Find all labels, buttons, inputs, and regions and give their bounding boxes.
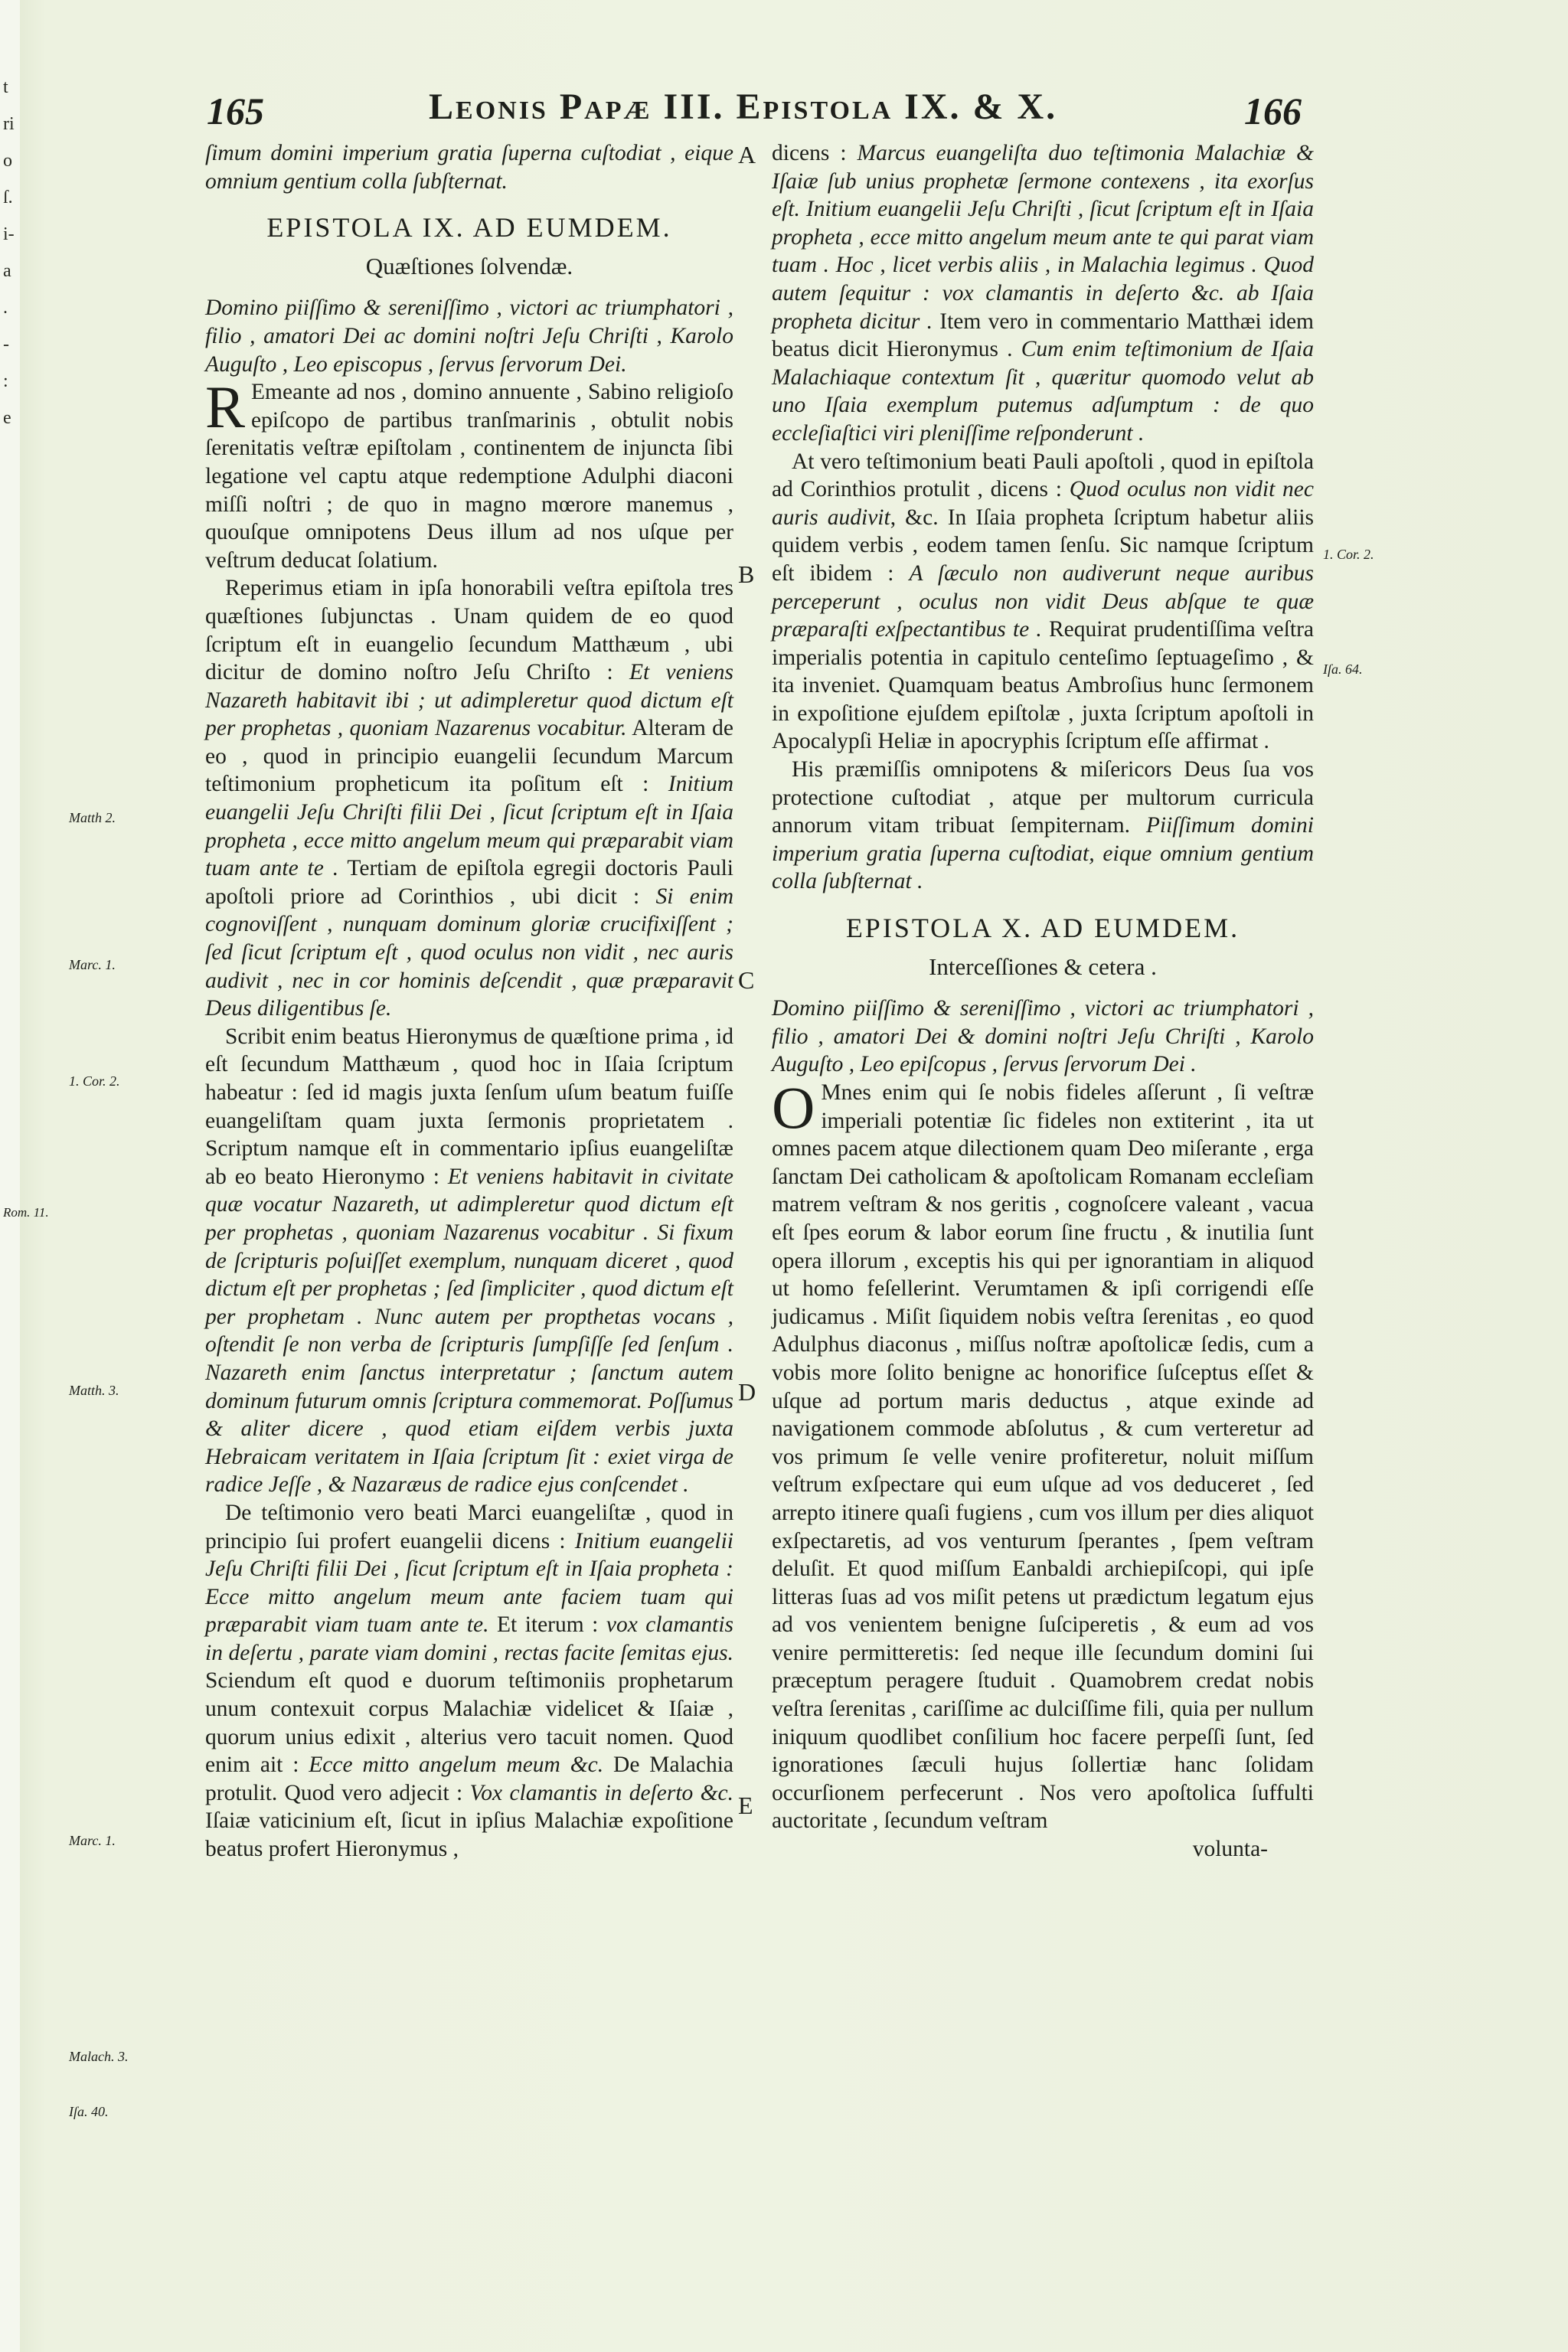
quotation: Initium euangelii Jeſu Chriſti filii Dei , ſicut ſcriptum eſt in Iſaia propheta , ecce mitto angelum meum qui præparabit viam tuam ante te .: [205, 772, 733, 881]
paragraph-text: Mnes enim qui ſe nobis fideles aſſerunt , ſi veſtræ imperiali potentiæ ſic fideles non extiterint , ita ut omnes pacem atque dilectionem quam Deo miſerante , erga ſanctam Dei catholicam & apoſtolicam Romanam eccleſiam matrem veſtram & nos geritis , cognoſcere valeant , vacua eſt ſpes eorum & labor eorum ſine fructu , & inutilia ſunt opera illorum , exceptis his qui per ignorantiam in aliquod ut homo feſellerint. Verumtamen & ipſi corrigendi eſſe judicamus . Miſit ſiquidem nobis veſtra ſerenitas , eo quod Adulphus diaconus , miſſus noſtræ apoſtolicæ ſedis, cum a vobis more ſolito benigne ac honorifice ſuſceptus eſſet & uſque ad portum maris deductus , atque exinde ad navigationem commode abſolutus , & cum verteretur ad vos primum ſe velle venire profiteretur, noluit miſſum veſtrum exſpectare qui eum uſque ad vos deduceret , ſed arrepto itinere quaſi fugiens , cum vos illum per dies aliquot exſpectaretis, ad vos venturum ſperantes , ſpem veſtram deluſit. Et quod miſſum Eanbaldi archiepiſcopi, qui ipſe litteras ſuas ad vos miſit petens ut prædictum legatum ejus ad vos venientem benigne ſuſciperetis , & eum ad vos venire permitteretis: ſed neque ille ſecundum domini ſui præceptum peragere ſtuduit . Quamobrem credat nobis veſtra ſerenitas , cariſſime ac dulciſſime fili, quia per nullum iniquum quodlibet conſilium hoc facere perpeſſi ſunt, ſed ignorationes ſæculi hujus ſollertiæ hanc ſolidam occurſionem perfecerunt .: [772, 1080, 1314, 1805]
paragraph-text: De teſtimonio vero beati Marci euangeliſtæ , quod in principio ſui profert euangelii dicens :: [205, 1500, 733, 1553]
paragraph-text: Alteram de eo , quod in principio euangelii ſecundum Marcum teſtimonium propheticum ita poſitum eſt :: [205, 716, 733, 797]
paragraph-text: At vero teſtimonium beati Pauli apoſtoli , quod in epiſtola ad Corinthios protulit , dicens :: [772, 449, 1314, 502]
gutter-fragment: i-: [3, 224, 15, 244]
gutter-fragment: -: [3, 335, 9, 354]
quotation: Quod oculus non vidit nec auris audivit: [772, 477, 1314, 530]
gutter-fragment: ſ.: [3, 188, 13, 207]
left-column: [205, 139, 733, 1864]
quotation: Vox clamantis in deſerto &c.: [469, 1780, 733, 1805]
quotation: Marcus euangeliſta duo teſtimonia Malachiæ & Iſaiæ ſub unius prophetæ ſermone contexens , ita exorſus eſt. Initium euangelii Jeſu Chriſti , ſicut ſcriptum eſt in Iſaia propheta , ecce mitto angelum meum ante te qui parat viam tuam . Hoc , licet verbis aliis , in Malachia legimus . Quod autem ſequitur : vox clamantis in deſerto &c. ab Iſaia propheta dicitur .: [772, 141, 1314, 334]
epistola-ix-subtitle: Quæſtiones ſolvendæ.: [365, 252, 573, 279]
gutter-fragment: e: [3, 408, 11, 428]
paragraph: [772, 756, 1314, 896]
section-letter-d: D: [738, 1378, 756, 1406]
margin-note: Marc. 1.: [69, 957, 116, 972]
paragraph: [772, 139, 1314, 448]
paragraph: [772, 448, 1314, 756]
running-header: [207, 86, 1302, 139]
paragraph-text: dicens :: [772, 141, 847, 165]
paragraph-text: Reperimus etiam in ipſa honorabili veſtra epiſtola tres quæſtiones ſubjunctas . Unam quidem de eo quod ſcriptum eſt in euangelio ſecundum Matthæum , ubi dicitur de domino noſtro Jeſu Chriſto :: [205, 576, 733, 685]
gutter-fragment: :: [3, 371, 8, 391]
gutter-fragment: o: [3, 151, 12, 171]
paragraph-text: Et iterum :: [497, 1612, 599, 1638]
margin-note: Matth 2.: [69, 810, 116, 825]
section-letter-e: E: [738, 1792, 753, 1819]
margin-note: Iſa. 40.: [69, 2104, 109, 2119]
paragraph-text: Sciendum eſt quod e duorum teſtimoniis prophetarum unum contexuit corpus Malachiæ videlicet & Iſaiæ , quorum unius edixit , alterius vero tacuit nomen. Quod enim ait :: [205, 1668, 733, 1778]
section-letter-c: C: [738, 966, 755, 994]
section-letter-a: A: [738, 141, 756, 168]
quotation: vox clamantis in deſertu , parate viam domini , rectas facite ſemitas ejus.: [205, 1612, 734, 1665]
paragraph-text: Requirat prudentiſſima veſtra imperialis potentia in capitulo centeſimo ſeptuageſimo , & ita inveniet. Quamquam beatus Ambroſius hunc ſermonem in expoſitione ejuſdem epiſtolæ , juxta ſcriptum apoſtoli in Apocalypſi Heliæ in apocryphis ſcriptum eſſe affirmat .: [772, 617, 1315, 754]
right-column: [772, 139, 1314, 1864]
page-number-left: 165: [207, 90, 264, 132]
quotation: Initium euangelii Jeſu Chriſti filii Dei , ſicut ſcriptum eſt in Iſaia propheta : Ecce mitto angelum meum ante faciem tuam qui præparabit viam tuam ante te.: [205, 1528, 733, 1638]
drop-cap: R: [205, 374, 246, 441]
paragraph: [205, 1023, 733, 1499]
paragraph: [205, 574, 733, 1023]
quotation: Cum enim teſtimonium de Iſaia Malachiaque contextum ſit , quæritur quomodo velut ab uno Iſaia exemplum putemus adſumptum : de quo eccleſiaſtici viri pleniſſime reſponderunt .: [772, 337, 1315, 446]
gutter-fragment: .: [3, 298, 8, 318]
paragraph-text: Emeante ad nos , domino annuente , Sabino religioſo epiſcopo de partibus tranſmarinis , obtulit nobis ſerenitatis veſtræ epiſtolam , continentem de injuncta ſibi legatione vel captu atque redemptione Adulphi diaconi miſſi noſtri ; de quo in magno mœrore manemus , quouſque omnipotens Deus illum ad nos uſque per veſtrum deducat ſolatium.: [205, 380, 733, 573]
epistola-x-dedication: Domino piiſſimo & sereniſſimo , victori ac triumphatori , filio , amatori Dei & domini noſtri Jeſu Chriſti , Karolo Auguſto , Leo epiſcopus , ſervus ſervorum Dei .: [772, 996, 1314, 1077]
epistola-ix-heading: EPISTOLA IX. AD EUMDEM.: [266, 212, 672, 243]
quotation: Ecce mitto angelum meum &c.: [309, 1753, 604, 1778]
section-letter-b: B: [738, 560, 755, 588]
paragraph: [205, 1499, 733, 1864]
margin-note: Malach. 3.: [69, 2049, 129, 2064]
quotation: Si enim cognoviſſent , nunquam dominum gloriæ crucifixiſſent ; ſed ſicut ſcriptum eſt , quod oculus non vidit , nec auris audivit , nec in cor hominis deſcendit , quæ præparavit Deus diligentibus ſe.: [205, 884, 733, 1021]
running-title: Leonis Papæ III. Epistola IX. & X.: [429, 87, 1058, 127]
margin-note: Marc. 1.: [69, 1833, 116, 1848]
adjacent-page-fragments: [3, 69, 15, 436]
paragraph-text: De Malachia protulit. Quod vero adjecit :: [205, 1753, 734, 1805]
paragraph: [772, 1074, 1314, 1835]
page-number-right: 166: [1244, 90, 1302, 132]
paragraph: [205, 374, 733, 574]
paragraph-text: Scribit enim beatus Hieronymus de quæſtione prima , id eſt ſecundum Matthæum , quod hoc in Iſaia ſcriptum habeatur : ſed id magis juxta ſenſum uſum beatum fuiſſe euangeliſtam quam juxta ſermonis proprietatem . Scriptum namque eſt in commentario ipſius euangeliſtæ ab eo beato Hieronymo :: [205, 1024, 733, 1189]
margin-note: 1. Cor. 2.: [69, 1073, 120, 1089]
gutter-fragment: a: [3, 261, 11, 281]
quotation: Et veniens Nazareth habitavit ibi ; ut adimpleretur quod dictum eſt per prophetas , quoniam Nazarenus vocabitur.: [205, 660, 733, 741]
opening-text: ſimum domini imperium gratia ſuperna cuſtodiat , eique omnium gentium colla ſubſternat.: [205, 141, 733, 194]
paragraph-text: , &c. In Iſaia propheta ſcriptum habetur aliis quidem verbis , eodem tamen ſenſu. Sic namque ſcriptum eſt ibidem :: [772, 505, 1314, 586]
margin-note: Iſa. 64.: [1323, 662, 1363, 677]
margin-note: 1. Cor. 2.: [1323, 547, 1374, 562]
paragraph-text: Iſaiæ vaticinium eſt, ſicut in ipſius Malachiæ expoſitione beatus profert Hieronymus ,: [205, 1808, 733, 1862]
epistola-x-heading: EPISTOLA X. AD EUMDEM.: [845, 913, 1240, 944]
epistola-ix-dedication: Domino piiſſimo & sereniſſimo , victori ac triumphatori , filio , amatori Dei ac domini noſtri Jeſu Chriſti , Karolo Auguſto , Leo episcopus , ſervus ſervorum Dei.: [205, 296, 733, 377]
gutter-fragment: ri: [3, 114, 15, 134]
quotation: Piiſſimum domini imperium gratia ſuperna cuſtodiat, eique omnium gentium colla ſubſternat .: [772, 813, 1314, 894]
quotation: A ſæculo non audiverunt neque auribus perceperunt , oculus non vidit Deus abſque te quæ præparaſti exſpectantibus te .: [772, 560, 1314, 642]
paragraph-text: Nos vero apoſtolica ſuffulti auctoritate , ſecundum veſtram: [772, 1780, 1314, 1834]
paragraph-text: Tertiam de epiſtola egregii doctoris Pauli apoſtoli priore ad Corinthios , ubi dicit :: [205, 856, 733, 909]
quotation: Et veniens habitavit in civitate quæ vocatur Nazareth, ut adimpleretur quod dictum eſt per prophetas , quoniam Nazarenus vocabitur . Si fixum de ſcripturis poſuiſſet exemplum, nunquam diceret , quod dictum eſt per prophetas ; ſed ſimpliciter , quod dictum eſt per prophetam . Nunc autem per propthetas vocans , oſtendit ſe non verba de ſcripturis ſumpſiſſe ſed ſenſum . Nazareth enim ſanctus interpretatur ; ſanctum autem dominum futurum omnis ſcriptura commemorat. Poſſumus & aliter dicere , quod etiam eiſdem verbis juxta Hebraicam veritatem in Iſaia ſcriptum ſit : exiet virga de radice Jeſſe , & Nazaræus de radice ejus conſcendet .: [205, 1164, 734, 1498]
margin-note-edge: Rom. 11.: [3, 1205, 49, 1220]
catchword: volunta-: [1192, 1837, 1268, 1862]
epistola-x-subtitle: Interceſſiones & cetera .: [929, 952, 1157, 980]
paragraph-text: Item vero in commentario Matthæi idem beatus dicit Hieronymus .: [772, 309, 1315, 362]
drop-cap: O: [772, 1074, 815, 1141]
margin-note: Matth. 3.: [69, 1383, 119, 1398]
paragraph-text: His præmiſſis omnipotens & miſericors Deus ſua vos protectione cuſtodiat , atque per multorum curricula annorum vitam tribuat ſempiternam.: [772, 757, 1314, 838]
gutter-fragment: t: [3, 77, 8, 97]
